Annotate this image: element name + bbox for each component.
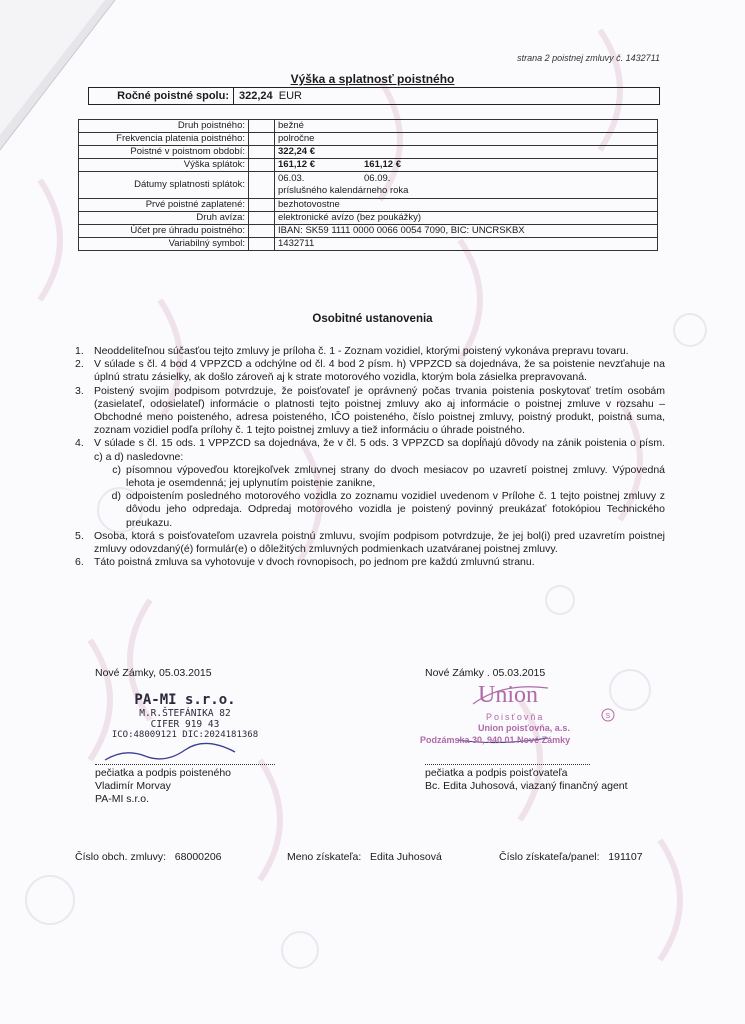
table-row: Účet pre úhradu poistného: IBAN: SK59 1111 0000 0066 0054 7090, BIC: UNCRSKBX [79, 225, 658, 238]
table-row: Druh poistného: bežné [79, 120, 658, 133]
insured-signature-block: pečiatka a podpis poisteného Vladimír Morvay PA-MI s.r.o. [95, 767, 232, 805]
right-place-date: Nové Zámky . 05.03.2015 [425, 667, 546, 679]
payment-table [78, 119, 658, 251]
annual-premium-value: 322,24 EUR [239, 90, 303, 102]
list-item: 1. Neoddeliteľnou súčasťou tejto zmluvy je príloha č. 1 - Zoznam vozidiel, ktorými poistený vykonáva prepravu tovaru. [75, 345, 629, 357]
agent-number: Číslo získateľa/panel: 191107 [499, 851, 643, 863]
table-row: Variabilný symbol: 1432711 [79, 238, 658, 251]
table-row: Druh avíza: elektronické avízo (bez poukážky) [79, 212, 658, 225]
table-row: Poistné v poistnom období: 322,24 € [79, 146, 658, 159]
table-row: Dátumy splatnosti splátok: 06.03. 06.09. príslušného kalendárneho roka [79, 172, 658, 199]
sub-item: d) odpoistením posledného motorového vozidla zo zoznamu vozidiel uvedenom v Prílohe č. 1 tejto poistnej zmluvy z dôvodu jeho odpredaja. Odpredaj motorového vozidla je poistený povinný preukázať fotokópiou Technického preukazu. [111, 490, 665, 529]
left-place-date: Nové Zámky, 05.03.2015 [95, 667, 212, 679]
svg-text:S: S [605, 713, 611, 720]
table-row: Prvé poistné zaplatené: bezhotovostne [79, 199, 658, 212]
business-number: Číslo obch. zmluvy: 68000206 [75, 851, 222, 863]
table-row: Výška splátok: 161,12 € 161,12 € [79, 159, 658, 172]
insurer-stamp: S Union Poisťovňa Union poisťovňa, a.s. Podzámska 30, 940 01 Nové Zámky [418, 682, 628, 752]
agent-name: Meno získateľa: Edita Juhosová [287, 851, 442, 863]
page-title: Výška a splatnosť poistného [290, 72, 455, 86]
list-item: 3. Poistený svojim podpisom potvrdzuje, že poisťovateľ je oprávnený počas trvania poistenia poskytovať tretím osobám (zasielateľ, odosielateľ) informácie o platnosti tejto poistnej zmluvy ako aj informácie o poistnej zmluve v rozsahu – Obchodné meno poisteného, adresa poisteného, IČO poisteného, číslo poistnej zmluvy, poistný produkt, poistná suma, zoznam vozidiel podľa prílohy č. 1 tejto poistnej zmluvy a tiež informáciu o úhrade poistného. [75, 384, 665, 437]
section-title: Osobitné ustanovenia [312, 313, 433, 325]
divider [95, 764, 275, 765]
insured-stamp: PA-MI s.r.o. M.R.ŠTEFÁNIKA 82 CIFER 919 43 ICO:48009121 DIC:2024181368 [111, 692, 259, 740]
list-item: 4. V súlade s čl. 15 ods. 1 VPPZCD sa dojednáva, že v čl. 5 ods. 3 VPPZCD sa dopĺňajú dôvody na zánik poistenia o písm. c) a d) nasledovne: [75, 437, 665, 463]
list-item: 5. Osoba, ktorá s poisťovateľom uzavrela poistnú zmluvu, svojím podpisom potvrdzuje, že jej bol(i) pred uzavretím poistnej zmluvy odovzdaný(é) formulár(e) o dôležitých zmluvných podmienkach uzatváranej poistnej zmluvy. [75, 529, 665, 556]
sub-item: c) písomnou výpoveďou ktorejkoľvek zmluvnej strany do dvoch mesiacov po uzavretí poistnej zmluvy. Výpovedná lehota je osemdenná; jej uplynutím poistenie zanikne, [112, 463, 665, 490]
list-item: 2. V súlade s čl. 4 bod 4 VPPZCD a odchýlne od čl. 4 bod 2 písm. h) VPPZCD sa dojednáva, že sa poistenie nevzťahuje na úplnú stratu zásielky, ak došlo zároveň aj k strate motorového vozidla, ktorým bola zásielka prepravovaná. [75, 358, 665, 384]
page-header: strana 2 poistnej zmluvy č. 1432711 [517, 53, 660, 63]
provisions-list [75, 345, 665, 569]
insurer-signature-block: pečiatka a podpis poisťovateľa Bc. Edita Juhosová, viazaný finančný agent [425, 767, 628, 792]
table-row: Frekvencia platenia poistného: polročne [79, 133, 658, 146]
divider [425, 764, 590, 765]
annual-premium-box [88, 87, 660, 105]
list-item: 6. Táto poistná zmluva sa vyhotovuje v dvoch rovnopisoch, po jednom pre každú zmluvnú stranu. [75, 556, 535, 569]
annual-premium-label: Ročné poistné spolu: [89, 88, 234, 104]
